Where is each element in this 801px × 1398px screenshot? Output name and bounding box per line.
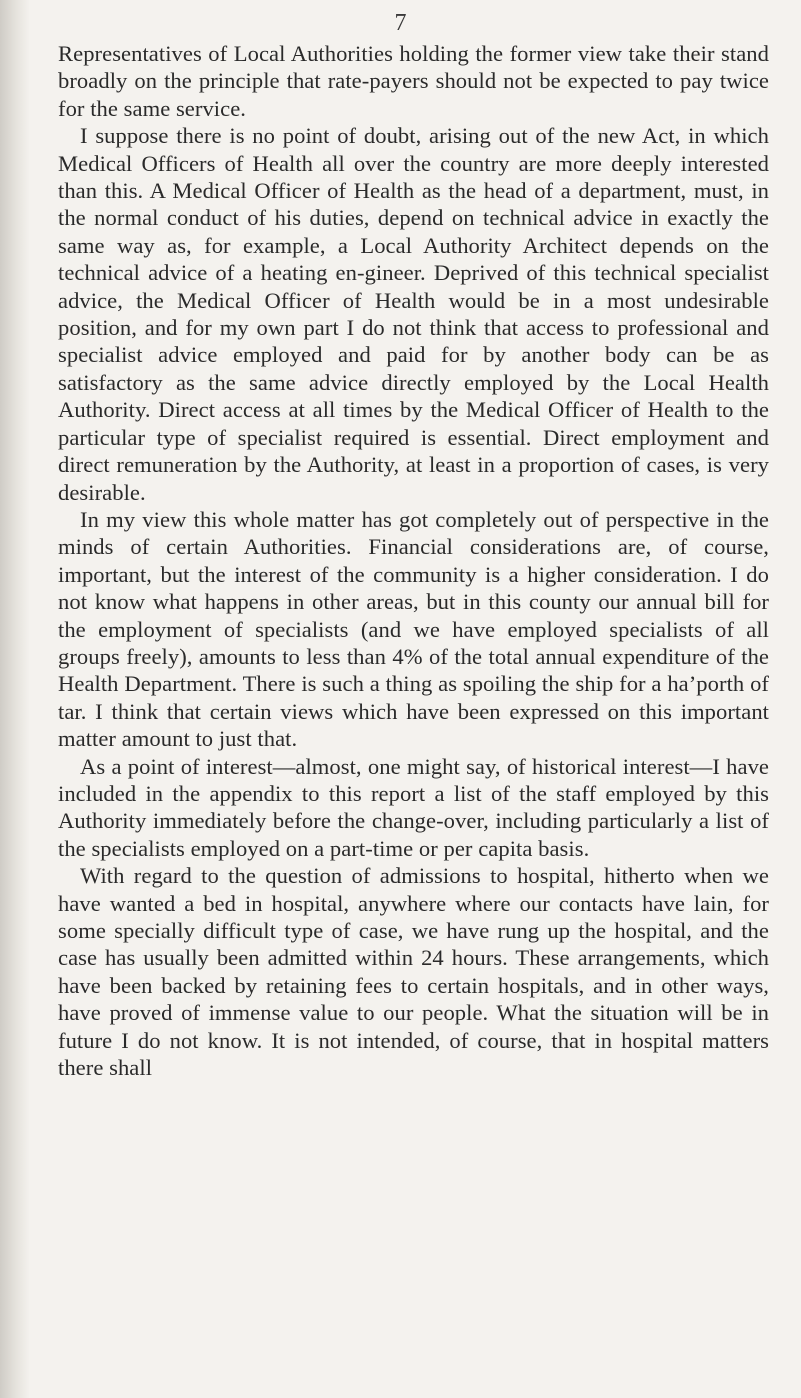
paragraph-2: I suppose there is no point of doubt, arising out of the new Act, in which Medical Officers of Health all over the country are more deeply interested than this. A Medical Officer of Health as the head of a department, must, in the normal conduct of his duties, depend on technical advice in exactly the same way as, for example, a Local Authority Architect depends on the technical advice of a heating en-gineer. Deprived of this technical specialist advice, the Medical Officer of Health would be in a most undesirable position, and for my own part I do not think that access to professional and specialist advice employed and paid for by another body can be as satisfactory as the same advice directly employed by the Local Health Authority. Direct access at all times by the Medical Officer of Health to the particular type of specialist required is essential. Direct employment and direct remuneration by the Authority, at least in a proportion of cases, is very desirable. bbox=[58, 123, 769, 505]
page-edge-shadow bbox=[0, 0, 30, 1398]
body-text bbox=[58, 40, 769, 1081]
paragraph-5: With regard to the question of admissions to hospital, hitherto when we have wanted a bed in hospital, anywhere where our contacts have lain, for some specially difficult type of case, we have rung up the hospital, and the case has usually been admitted within 24 hours. These arrangements, which have been backed by retaining fees to certain hospitals, and in other ways, have proved of immense value to our people. What the situation will be in future I do not know. It is not intended, of course, that in hospital matters there shall bbox=[58, 863, 769, 1081]
page-number: 7 bbox=[394, 10, 407, 36]
paragraph-1: Representatives of Local Authorities holding the former view take their stand broadly on the principle that rate-payers should not be expected to pay twice for the same service. bbox=[58, 41, 769, 121]
paragraph-4: As a point of interest—almost, one might say, of historical interest—I have included in the appendix to this report a list of the staff employed by this Authority immediately before the change-over, including particularly a list of the specialists employed on a part-time or per capita basis. bbox=[58, 753, 769, 861]
paragraph-3: In my view this whole matter has got completely out of perspective in the minds of certain Authorities. Financial considerations are, of course, important, but the interest of the community is a higher consideration. I do not know what happens in other areas, but in this county our annual bill for the employment of specialists (and we have employed specialists of all groups freely), amounts to less than 4% of the total annual expenditure of the Health Department. There is such a thing as spoiling the ship for a ha’porth of tar. I think that certain views which have been expressed on this important matter amount to just that. bbox=[58, 506, 769, 752]
